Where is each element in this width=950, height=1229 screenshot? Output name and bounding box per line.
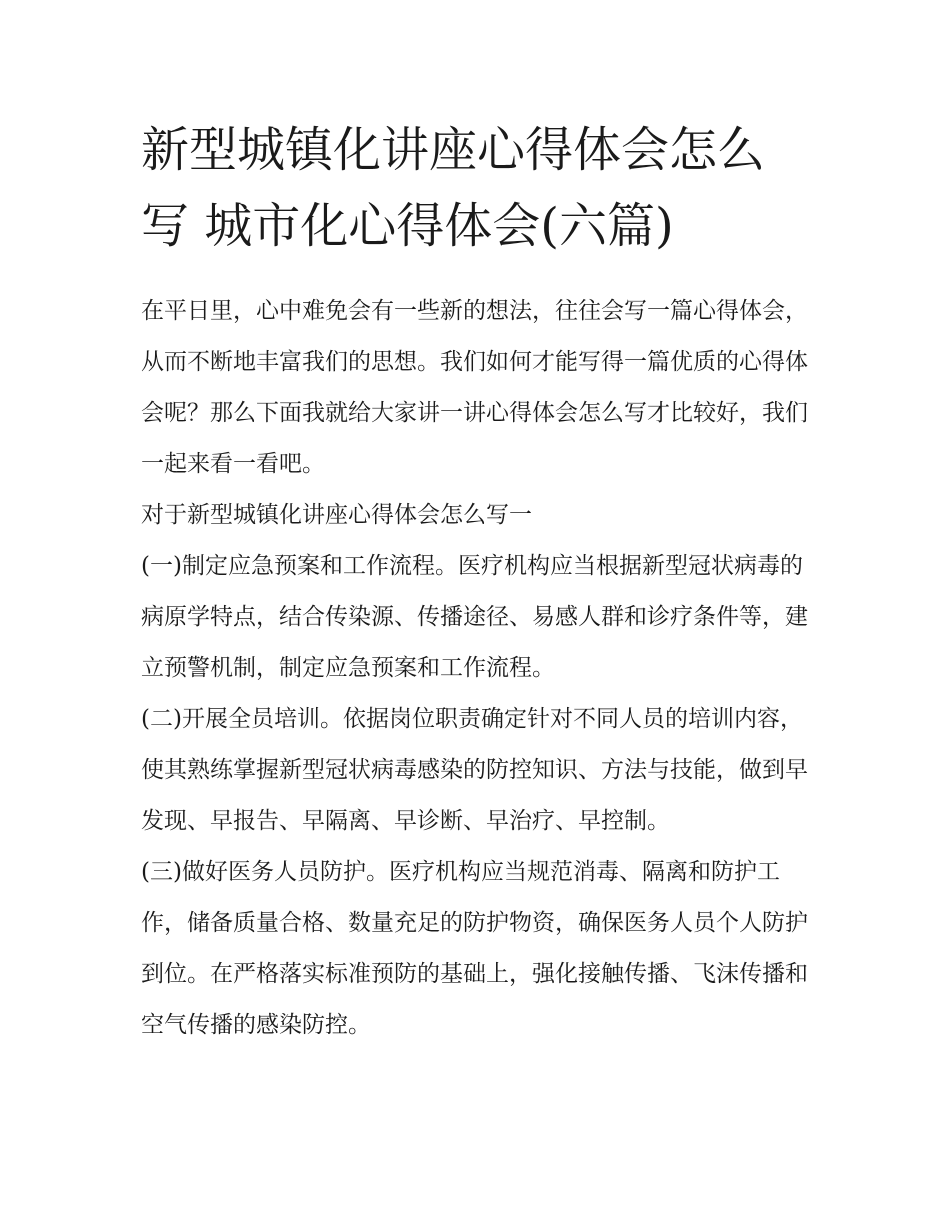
document-page <box>141 112 821 1051</box>
document-body <box>141 286 821 1051</box>
section-heading: 对于新型城镇化讲座心得体会怎么写一 <box>141 502 532 528</box>
paragraph-item-3: (三)做好医务人员防护。医疗机构应当规范消毒、隔离和防护工作，储备质量合格、数量充足的防护物资，确保医务人员个人防护到位。在严格落实标准预防的基础上，强化接触传播、飞沫传播和空气传播的感染防控。 <box>141 859 808 1038</box>
paragraph-item-2: (二)开展全员培训。依据岗位职责确定针对不同人员的培训内容，使其熟练掌握新型冠状病毒感染的防控知识、方法与技能，做到早发现、早报告、早隔离、早诊断、早治疗、早控制。 <box>141 706 808 834</box>
title-line-2: 写 城市化心得体会(六篇) <box>141 198 674 254</box>
paragraph-item-1: (一)制定应急预案和工作流程。医疗机构应当根据新型冠状病毒的病原学特点，结合传染源、传播途径、易感人群和诊疗条件等，建立预警机制，制定应急预案和工作流程。 <box>141 553 808 681</box>
document-title <box>141 112 821 264</box>
title-line-1: 新型城镇化讲座心得体会怎么 <box>141 122 766 178</box>
intro-paragraph: 在平日里，心中难免会有一些新的想法，往往会写一篇心得体会，从而不断地丰富我们的思想。我们如何才能写得一篇优质的心得体会呢？那么下面我就给大家讲一讲心得体会怎么写才比较好，我们一起来看一看吧。 <box>141 298 808 477</box>
